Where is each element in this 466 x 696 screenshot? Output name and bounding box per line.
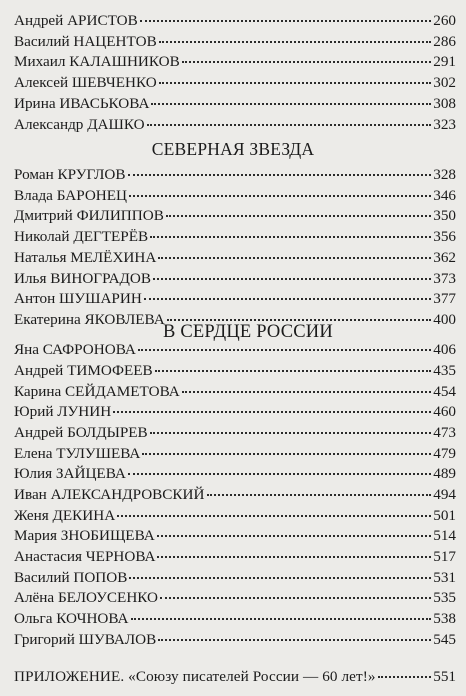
toc-entry-page: 291: [433, 53, 456, 70]
toc-entry-page: 260: [433, 12, 456, 29]
toc-entry-name: Роман КРУГЛОВ: [14, 166, 126, 183]
toc-entry: [14, 381, 456, 403]
dot-leader: [158, 257, 431, 259]
toc-entry-name: Антон ШУШАРИН: [14, 290, 142, 307]
toc-entry-name: Михаил КАЛАШНИКОВ: [14, 53, 180, 70]
toc-entry-name: Николай ДЕГТЕРЁВ: [14, 228, 149, 245]
dot-leader: [182, 391, 431, 393]
toc-entry: [14, 587, 456, 609]
toc-entry-name: Мария ЗНОБИЩЕВА: [14, 527, 155, 544]
dot-leader: [131, 618, 432, 620]
toc-entry: [14, 10, 456, 32]
dot-leader: [140, 20, 431, 22]
toc-entry-page: 406: [433, 341, 456, 358]
toc-entry-name: Ирина ИВАСЬКОВА: [14, 95, 150, 112]
dot-leader: [153, 278, 431, 280]
toc-entry: [14, 114, 456, 136]
toc-entry-page: 473: [433, 424, 456, 441]
dot-leader: [129, 577, 431, 579]
toc-entry-name: Иван АЛЕКСАНДРОВСКИЙ: [14, 486, 205, 503]
toc-entry: [14, 339, 456, 361]
toc-entry-page: 535: [433, 589, 456, 606]
dot-leader: [128, 473, 431, 475]
toc-entry-page: 479: [433, 445, 456, 462]
toc-entry-page: 494: [433, 486, 456, 503]
toc-entry: [14, 567, 456, 589]
toc-entry-page: 517: [433, 548, 456, 565]
toc-entry-name: Юлия ЗАЙЦЕВА: [14, 465, 126, 482]
toc-entry-name: Андрей БОЛДЫРЕВ: [14, 424, 148, 441]
toc-entry: [14, 360, 456, 382]
toc-entry-page: 350: [433, 207, 456, 224]
toc-entry-page: 323: [433, 116, 456, 133]
toc-entry: [14, 505, 456, 527]
dot-leader: [128, 174, 432, 176]
toc-entry-page: 373: [433, 270, 456, 287]
toc-entry-name: Екатерина ЯКОВЛЕВА: [14, 311, 165, 328]
toc-entry-page: 346: [433, 187, 456, 204]
toc-entry-name: Наталья МЕЛЁХИНА: [14, 249, 157, 266]
toc-entry-page: 531: [433, 569, 456, 586]
dot-leader: [160, 597, 431, 599]
section-title: В СЕРДЦЕ РОССИИ: [163, 322, 333, 342]
toc-entry-name: Дмитрий ФИЛИППОВ: [14, 207, 164, 224]
dot-leader: [117, 515, 431, 517]
dot-leader: [147, 124, 432, 126]
toc-entry: [14, 247, 456, 269]
toc-entry-name: Александр ДАШКО: [14, 116, 145, 133]
toc-entry-page: 460: [433, 403, 456, 420]
toc-entry-name: Василий ПОПОВ: [14, 569, 128, 586]
toc-entry-page: 501: [433, 507, 456, 524]
toc-entry-page: 302: [433, 74, 456, 91]
dot-leader: [150, 236, 431, 238]
toc-entry: [14, 205, 456, 227]
toc-entry-name: Елена ТУЛУШЕВА: [14, 445, 141, 462]
toc-entry-page: 538: [433, 610, 456, 627]
toc-entry-name: Андрей АРИСТОВ: [14, 12, 138, 29]
toc-entry-page: 514: [433, 527, 456, 544]
toc-entry-name: Ольга КОЧНОВА: [14, 610, 129, 627]
toc-entry-name: Карина СЕЙДАМЕТОВА: [14, 383, 180, 400]
toc-entry: [14, 185, 456, 207]
dot-leader: [113, 411, 431, 413]
toc-entry-name: Алёна БЕЛОУСЕНКО: [14, 589, 159, 606]
toc-entry: [14, 546, 456, 568]
toc-entry-page: 435: [433, 362, 456, 379]
toc-entry-page: 377: [433, 290, 456, 307]
dot-leader: [151, 103, 431, 105]
dot-leader: [158, 639, 431, 641]
toc-entry: [14, 463, 456, 485]
toc-entry-name: Алексей ШЕВЧЕНКО: [14, 74, 157, 91]
dot-leader: [142, 453, 431, 455]
toc-entry: [14, 93, 456, 115]
toc-entry: [14, 443, 456, 465]
toc-entry-page: 308: [433, 95, 456, 112]
dot-leader: [155, 370, 432, 372]
dot-leader: [182, 61, 431, 63]
toc-entry-name: Влада БАРОНЕЦ: [14, 187, 128, 204]
dot-leader: [166, 215, 431, 217]
toc-entry-name: Илья ВИНОГРАДОВ: [14, 270, 151, 287]
dot-leader: [159, 41, 432, 43]
dot-leader: [207, 494, 432, 496]
toc-entry: [14, 525, 456, 547]
dot-leader: [378, 676, 432, 678]
toc-entry-name: Женя ДЕКИНА: [14, 507, 116, 524]
toc-entry: [14, 288, 456, 310]
toc-entry-name: Андрей ТИМОФЕЕВ: [14, 362, 153, 379]
toc-entry: [14, 226, 456, 248]
toc-entry: [14, 72, 456, 94]
toc-entry-page: 551: [433, 668, 456, 685]
toc-entry: [14, 51, 456, 73]
toc-entry: [14, 422, 456, 444]
toc-entry-page: 286: [433, 33, 456, 50]
toc-entry: [14, 484, 456, 506]
toc-entry-name: ПРИЛОЖЕНИЕ. «Союзу писателей России — 60 лет!»: [14, 668, 376, 685]
toc-entry: [14, 268, 456, 290]
toc-entry: [14, 164, 456, 186]
dot-leader: [138, 349, 431, 351]
dot-leader: [159, 82, 432, 84]
toc-entry: [14, 629, 456, 651]
toc-entry: [14, 608, 456, 630]
section-title: СЕВЕРНАЯ ЗВЕЗДА: [151, 139, 315, 159]
toc-entry-page: 454: [433, 383, 456, 400]
toc-entry-page: 489: [433, 465, 456, 482]
toc-entry-page: 362: [433, 249, 456, 266]
toc-entry-page: 328: [433, 166, 456, 183]
toc-entry: [14, 31, 456, 53]
toc-entry-name: Василий НАЦЕНТОВ: [14, 33, 157, 50]
dot-leader: [150, 432, 432, 434]
toc-entry-name: Юрий ЛУНИН: [14, 403, 112, 420]
toc-entry-name: Яна САФРОНОВА: [14, 341, 136, 358]
dot-leader: [157, 556, 431, 558]
dot-leader: [157, 535, 431, 537]
toc-entry-page: 400: [433, 311, 456, 328]
toc-entry: [14, 401, 456, 423]
toc-entry-page: 545: [433, 631, 456, 648]
toc-entry-name: Григорий ШУВАЛОВ: [14, 631, 157, 648]
toc-entry-page: 356: [433, 228, 456, 245]
dot-leader: [129, 195, 431, 197]
dot-leader: [144, 298, 431, 300]
toc-entry-name: Анастасия ЧЕРНОВА: [14, 548, 156, 565]
toc-appendix-entry: [14, 666, 456, 688]
